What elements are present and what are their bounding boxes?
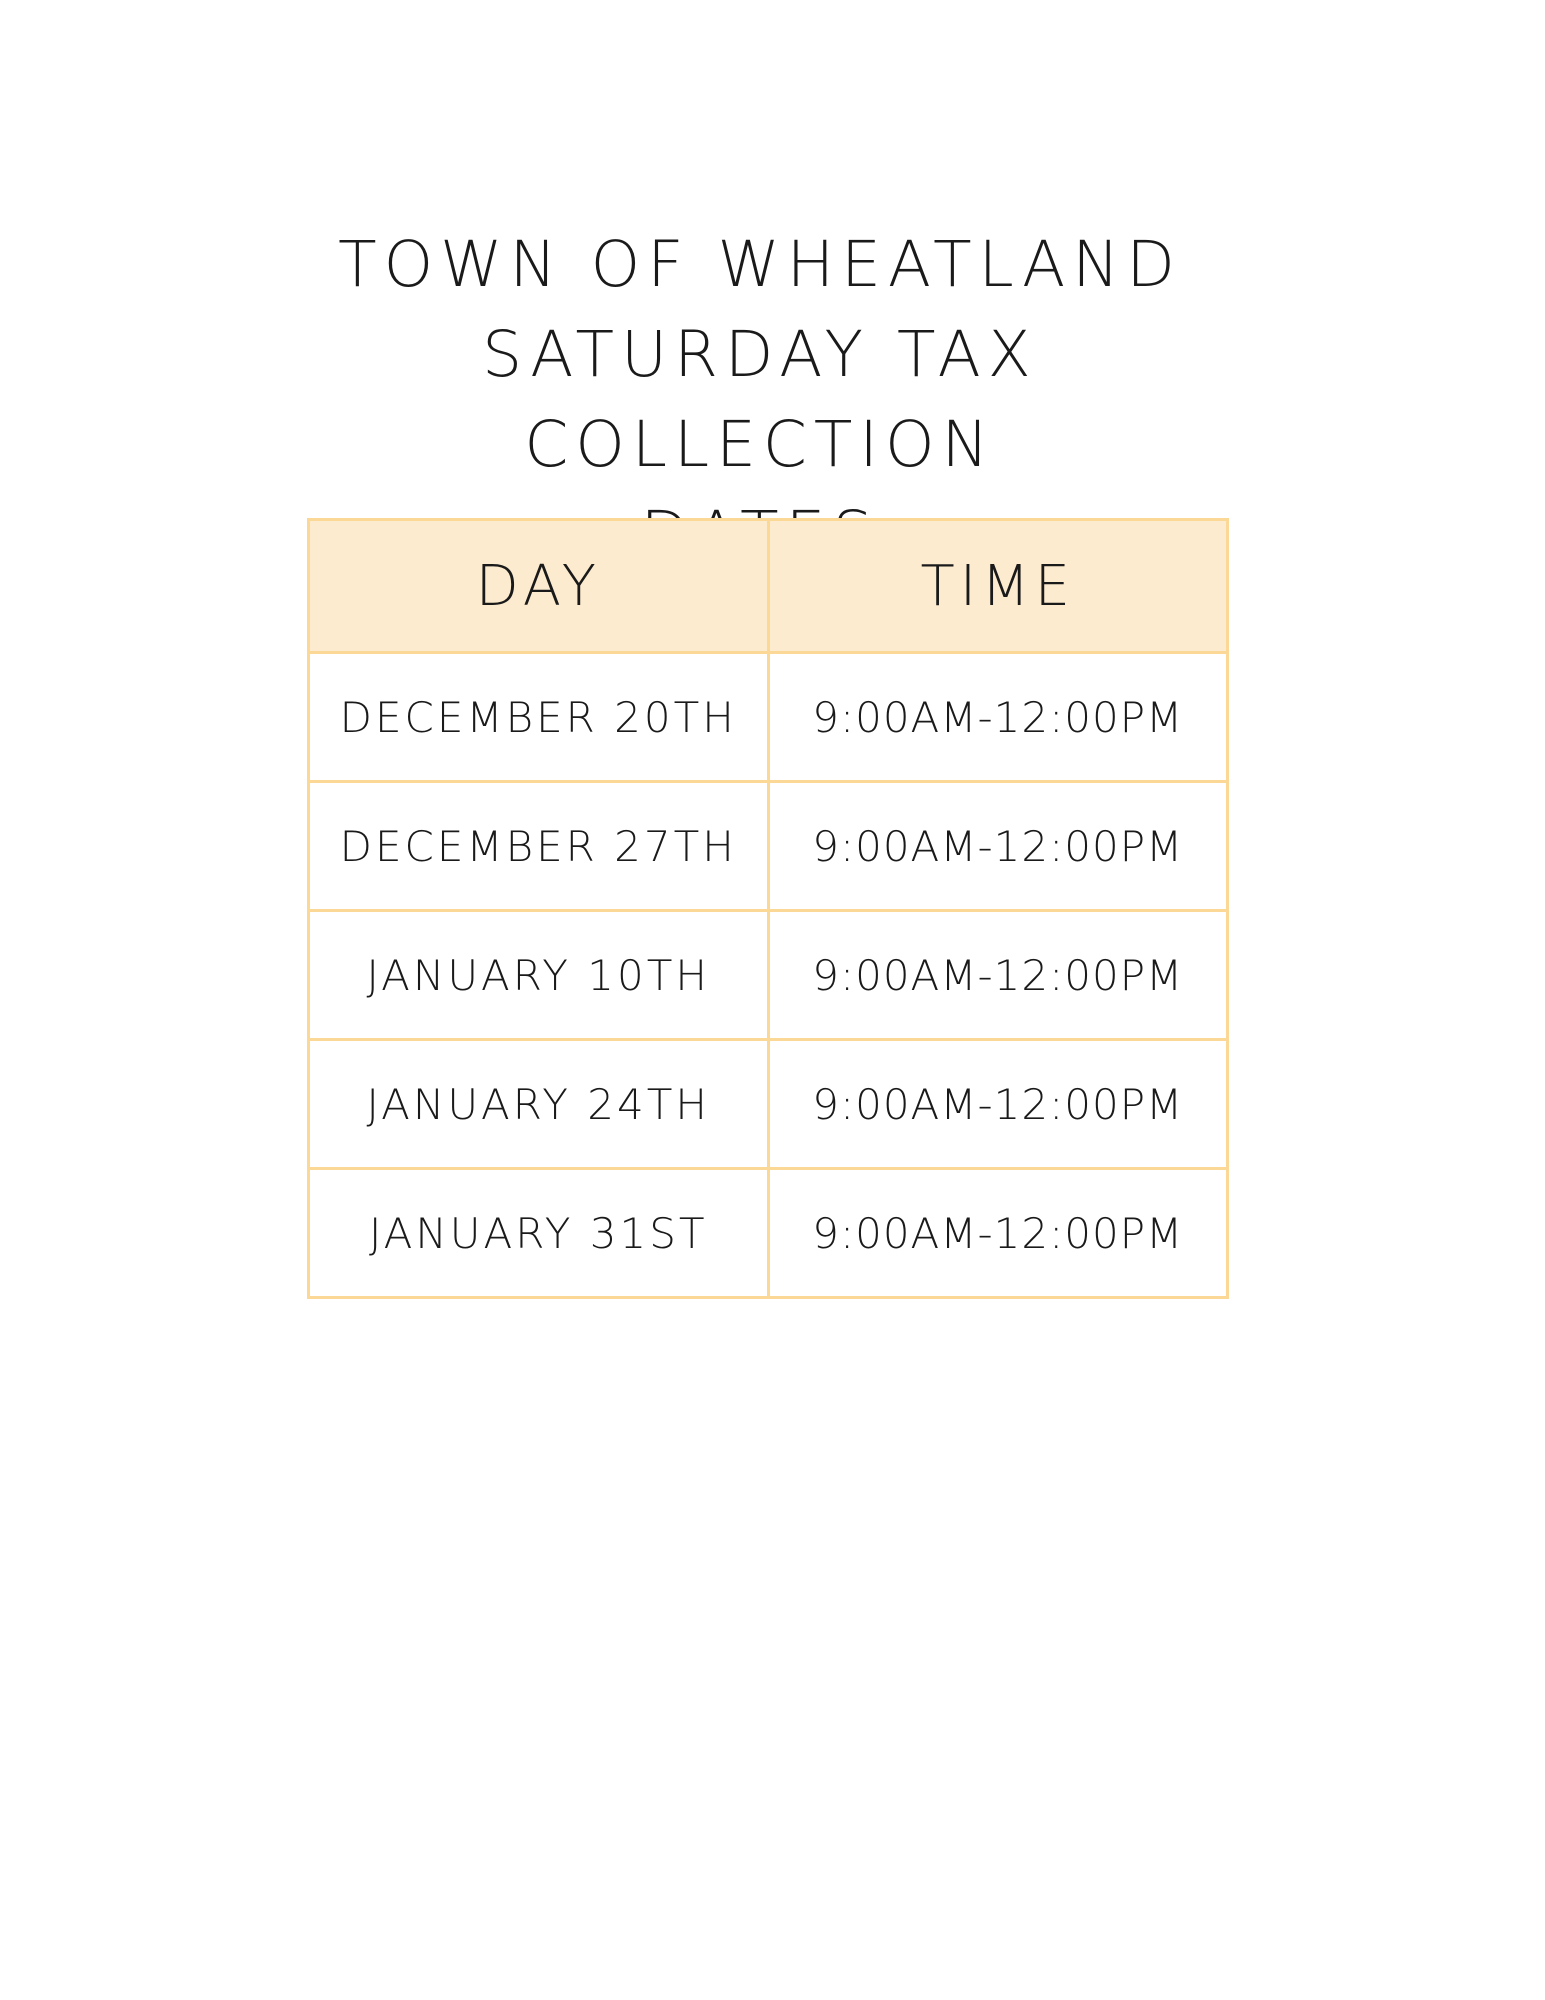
table-row [309, 1040, 1228, 1169]
title-line-2: SATURDAY TAX COLLECTION [482, 318, 1038, 481]
column-header-day: DAY [309, 520, 769, 653]
day-cell: JANUARY 24TH [309, 1040, 769, 1169]
time-cell: 9:00AM-12:00PM [768, 911, 1228, 1040]
time-cell: 9:00AM-12:00PM [768, 782, 1228, 911]
table-header-row [309, 520, 1228, 653]
time-cell: 9:00AM-12:00PM [768, 653, 1228, 782]
day-cell: DECEMBER 20TH [309, 653, 769, 782]
day-cell: DECEMBER 27TH [309, 782, 769, 911]
table-row [309, 1169, 1228, 1298]
time-cell: 9:00AM-12:00PM [768, 1040, 1228, 1169]
day-cell: JANUARY 31ST [309, 1169, 769, 1298]
title-line-1: TOWN OF WHEATLAND [338, 228, 1182, 301]
table-row [309, 782, 1228, 911]
collection-schedule-table [307, 518, 1229, 1299]
time-cell: 9:00AM-12:00PM [768, 1169, 1228, 1298]
table-row [309, 653, 1228, 782]
column-header-time: TIME [768, 520, 1228, 653]
day-cell: JANUARY 10TH [309, 911, 769, 1040]
table-row [309, 911, 1228, 1040]
